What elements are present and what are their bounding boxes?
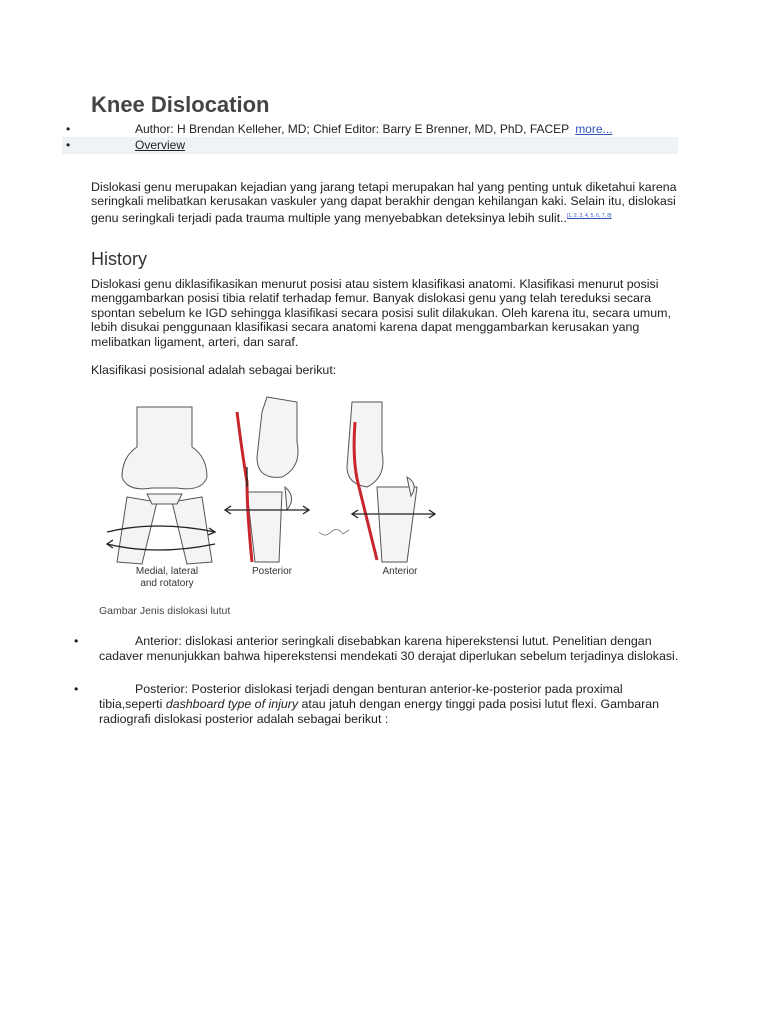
more-link[interactable]: more... (575, 122, 613, 136)
artery-posterior-icon (237, 412, 252, 562)
posterior-text (99, 682, 679, 727)
posterior-text-a: Posterior: Posterior dislokasi terjadi dengan benturan anterior-ke-posterior pada proximal tibia,seperti (99, 682, 623, 711)
bullet-icon: • (66, 138, 71, 152)
anterior-text: Anterior: dislokasi anterior seringkali disebabkan karena hiperekstensi lutut. Penelitian dengan cadaver menunjukkan bahwa hiperekstensi mendekati 30 derajat diperlukan sebelum terjadinya dislokasi. (99, 634, 679, 663)
author-text: Author: H Brendan Kelleher, MD; Chief Editor: Barry E Brenner, MD, PhD, FACEP (135, 122, 570, 136)
label-posterior: Posterior (251, 566, 293, 577)
figure-caption: Gambar Jenis dislokasi lutut (99, 605, 231, 617)
knee-dislocation-figure (97, 392, 437, 592)
author-row (62, 121, 678, 138)
overview-row[interactable] (62, 137, 678, 154)
positional-intro: Klasifikasi posisional adalah sebagai berikut: (91, 363, 337, 377)
history-heading: History (91, 249, 148, 269)
overview-link[interactable]: Overview (135, 138, 186, 152)
history-paragraph: Dislokasi genu diklasifikasikan menurut posisi atau sistem klasifikasi anatomi. Klasifikasi menurut posisi menggambarkan posisi tibia relatif terhadap femur. Banyak dislokasi genu yang telah tereduksi secara spontan sebelum ke IGD sehingga klasifikasi secara posisi sulit dilakukan. Oleh karena itu, secara umum, lebih disukai penggunaan klasifikasi secara anatomi karena dapat menggambarkan kerusakan yang melibatkan ligament, arteri, dan saraf. (91, 277, 671, 349)
posterior-text-b: atau jatuh dengan energy tinggi pada posisi lutut flexi. Gambaran radiografi dislokasi posterior adalah sebagai berikut : (99, 697, 660, 726)
label-medial-2: and rotatory (140, 578, 194, 589)
medial-knee-illustration (117, 407, 212, 564)
label-medial-1: Medial, lateral (135, 566, 199, 577)
artist-signature-icon (319, 529, 349, 535)
bullet-icon: • (74, 634, 79, 648)
page-title: Knee Dislocation (91, 92, 270, 117)
posterior-text-emphasis: dashboard type of injury (165, 697, 299, 711)
intro-paragraph (91, 180, 681, 225)
bullet-icon: • (66, 122, 71, 136)
intro-text: Dislokasi genu merupakan kejadian yang jarang tetapi merupakan hal yang penting untuk diketahui karena seringkali melibatkan kerusakan vaskuler yang dapat berakhir dengan kehilangan kaki. Selain itu, dislokasi genu seringkali terjadi pada trauma multiple yang menyebabkan deteksinya lebih sulit.. (91, 180, 677, 225)
bullet-icon: • (74, 682, 79, 696)
reference-links[interactable]: [1, 2, 3, 4, 5, 6, 7, 8] (566, 212, 612, 219)
posterior-knee-illustration (247, 397, 298, 562)
label-anterior: Anterior (382, 566, 418, 577)
